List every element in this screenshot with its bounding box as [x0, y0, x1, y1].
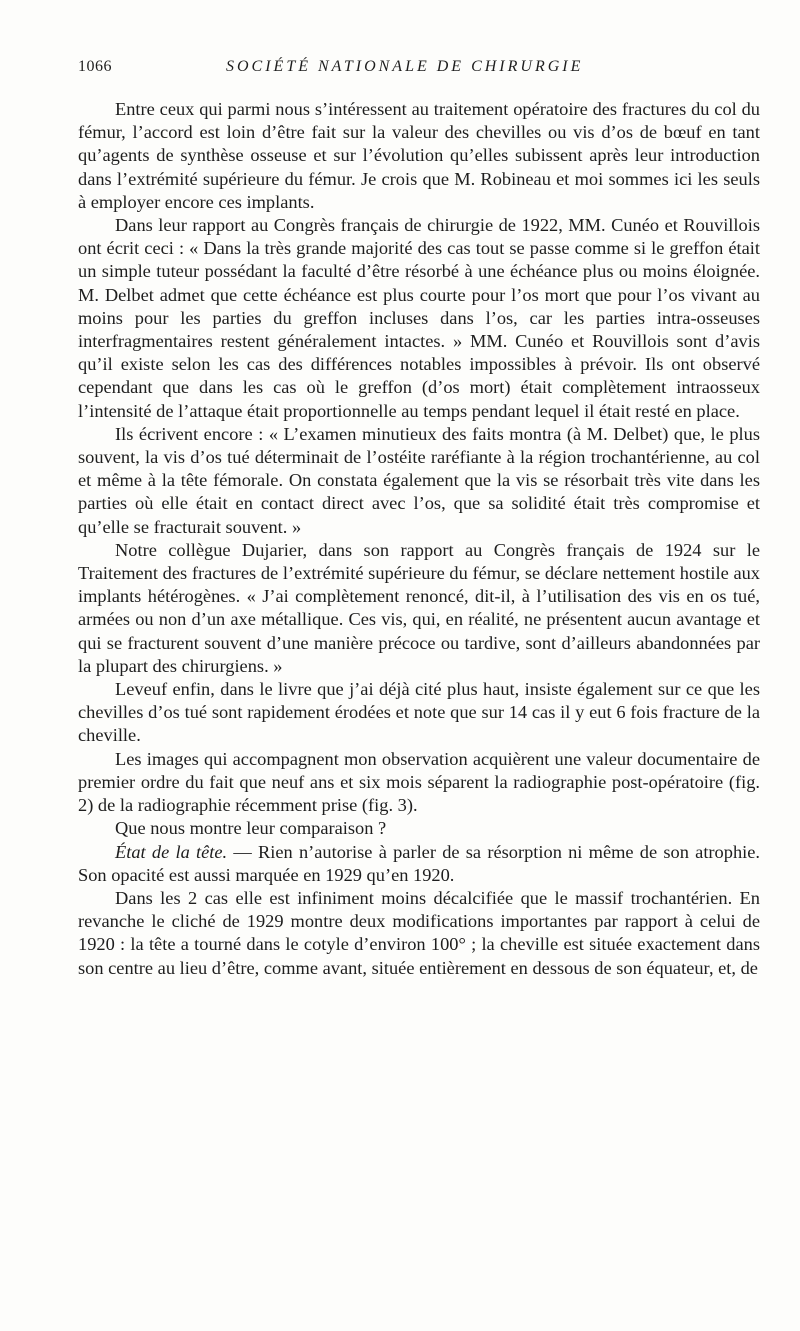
page-number: 1066 — [78, 58, 112, 75]
paragraph-examen-minutieux: Ils écrivent encore : « L’examen minutieux des faits montra (à M. Delbet) que, le plus souvent, la vis d’os tué déterminait de l’ostéite raréfiante à la région trochantérienne, au col et même à la tête fémorale. On constata également que la vis se résorbait très vite dans les parties où elle était en contact direct avec l’os, que sa solidité était très compromise et qu’elle se fracturait souvent. » — [78, 423, 760, 537]
paragraph-dujarier: Notre collègue Dujarier, dans son rapport au Congrès français de 1924 sur le Traitement des fractures de l’extrémité supérieure du fémur, se déclare nettement hostile aux implants hétérogènes. « J’ai complètement renoncé, dit-il, à l’utilisation des vis en os tué, armées ou non d’un axe métallique. Ces vis, qui, en réalité, ne présentent aucun avantage et qui se fracturent souvent d’une manière précoce ou tardive, sont d’ailleurs abandonnées par la plupart des chirurgiens. » — [78, 539, 760, 676]
section-heading: État de la tête. — [115, 841, 228, 862]
section-text: — Rien n’autorise à parler de sa résorption ni même de son atrophie. Son opacité est aussi marquée en 1929 qu’en 1920. — [78, 841, 761, 885]
journal-title: SOCIÉTÉ NATIONALE DE CHIRURGIE — [226, 58, 584, 75]
paragraph-implants-debate: Entre ceux qui parmi nous s’intéressent au traitement opératoire des fractures du col du fémur, l’accord est loin d’être fait sur la valeur des chevilles ou vis d’os de bœuf en tant qu’agents de synthèse osseuse et sur l’évolution qu’elles subissent après leur introduction dans l’extrémité supérieure du fémur. Je crois que M. Robineau et moi sommes ici les seuls à employer encore ces implants. — [78, 99, 760, 212]
paragraph-congres-1922: Dans leur rapport au Congrès français de chirurgie de 1922, MM. Cunéo et Rouvillois ont écrit ceci : « Dans la très grande majorité des cas tout se passe comme si le greffon était un simple tuteur possédant la faculté d’être résorbé à une échéance plus ou moins éloignée. M. Delbet admet que cette échéance est plus courte pour l’os mort que pour l’os vivant au moins pour les parties du greffon incluses dans l’os, car les parties intra-osseuses interfragmentaires restent généralement intactes. » MM. Cunéo et Rouvillois sont d’avis qu’il existe selon les cas des différences notables impossibles à prévoir. Ils ont observé cependant que dans les cas où le greffon (d’os mort) était complètement intraosseux l’intensité de l’attaque était proportionnelle au temps pendant lequel il était resté en place. — [78, 215, 760, 421]
paragraph-etat-tete — [78, 841, 760, 887]
running-head — [78, 58, 760, 82]
paragraph-leveuf: Leveuf enfin, dans le livre que j’ai déjà cité plus haut, insiste également sur ce que les chevilles d’os tué sont rapidement érodées et note que sur 14 cas il y eut 6 fois fracture de la cheville. — [78, 679, 760, 746]
paragraph-final: Dans les 2 cas elle est infiniment moins décalcifiée que le massif trochantérien. En revanche le cliché de 1929 montre deux modifications importantes par rapport à celui de 1920 : la tête a tourné dans le cotyle d’environ 100° ; la cheville est située exactement dans son centre au lieu d’être, comme avant, située entièrement en dessous de son équateur, et, de — [78, 887, 760, 978]
body-text — [78, 98, 760, 980]
paragraph-images: Les images qui accompagnent mon observation acquièrent une valeur documentaire de premier ordre du fait que neuf ans et six mois séparent la radiographie post-opératoire (fig. 2) de la radiographie récemment prise (fig. 3). — [78, 748, 760, 816]
paragraph-question: Que nous montre leur comparaison ? — [115, 818, 387, 839]
